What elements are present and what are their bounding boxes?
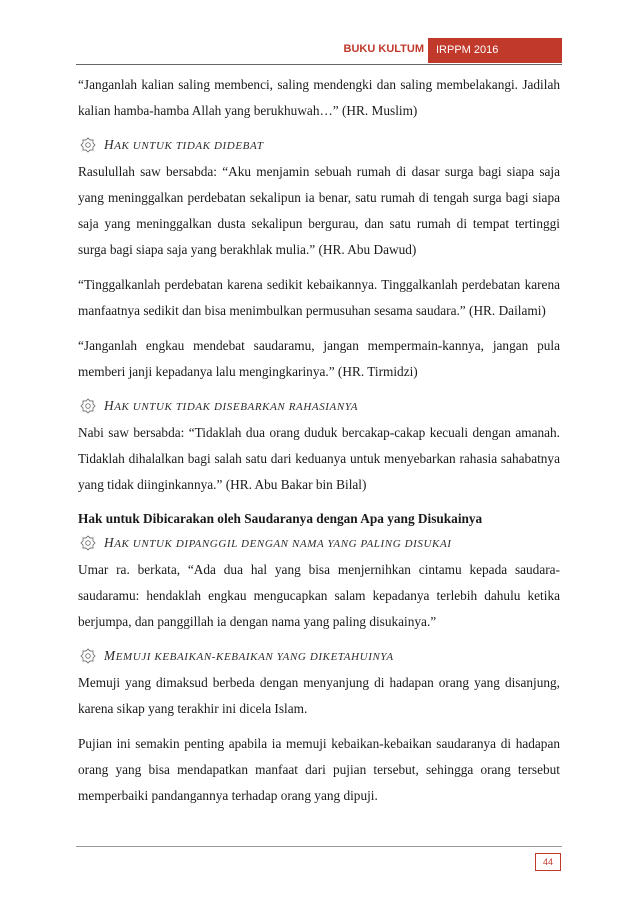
subheading bbox=[78, 133, 560, 157]
subheading bbox=[78, 394, 560, 418]
gear-bullet-icon bbox=[80, 137, 96, 153]
gear-bullet-icon bbox=[80, 535, 96, 551]
paragraph: Pujian ini semakin penting apabila ia memuji kebaikan-kebaikan saudaranya di hadapan orang yang bisa mendapatkan manfaat dari pujian tersebut, sehingga orang tersebut memperbaiki pandangannya terhadap orang yang dipuji. bbox=[78, 736, 560, 803]
subheading bbox=[78, 644, 560, 668]
header-title: BUKU KULTUM bbox=[343, 43, 424, 55]
subheading bbox=[78, 531, 560, 555]
subheading-label: MEMUJI KEBAIKAN-KEBAIKAN YANG DIKETAHUINYA bbox=[104, 647, 394, 663]
subheading-label: HAK UNTUK TIDAK DIDEBAT bbox=[104, 136, 264, 152]
page-header bbox=[76, 40, 562, 65]
gear-bullet-icon bbox=[80, 648, 96, 664]
paragraph: “Tinggalkanlah perdebatan karena sedikit kebaikannya. Tinggalkanlah perdebatan karena manfaatnya sedikit dan bisa menimbulkan permusuhan sesama saudara.” (HR. Dailami) bbox=[78, 277, 560, 318]
paragraph: Rasulullah saw bersabda: “Aku menjamin sebuah rumah di dasar surga bagi siapa saja yang meninggalkan perdebatan sekalipun ia benar, satu rumah di tengah surga bagi siapa saja yang meninggalkan dusta sekalipun bergurau, dan satu rumah di tempat tertinggi surga bagi siapa saja yang berakhlak mulia.” (HR. Abu Dawud) bbox=[78, 164, 560, 257]
footer-divider bbox=[76, 846, 562, 847]
subheading-label: HAK UNTUK DIPANGGIL DENGAN NAMA YANG PALING DISUKAI bbox=[104, 534, 452, 550]
paragraph: Umar ra. berkata, “Ada dua hal yang bisa menjernihkan cintamu kepada saudara-saudaramu: hendaklah engkau mengucapkan salam kepadanya terlebih dahulu ketika berjumpa, dan panggillah ia dengan nama yang paling disukainya.” bbox=[78, 562, 560, 629]
page-content bbox=[78, 72, 560, 818]
paragraph: Memuji yang dimaksud berbeda dengan menyanjung di hadapan orang yang disanjung, karena sikap yang terakhir ini dicela Islam. bbox=[78, 675, 560, 716]
section-heading: Hak untuk Dibicarakan oleh Saudaranya dengan Apa yang Disukainya bbox=[78, 511, 483, 526]
gear-bullet-icon bbox=[80, 398, 96, 414]
page-number: 44 bbox=[535, 853, 561, 871]
header-tag: IRPPM 2016 bbox=[428, 38, 562, 63]
paragraph: Nabi saw bersabda: “Tidaklah dua orang duduk bercakap-cakap kecuali dengan amanah. Tidaklah dihalalkan bagi salah satu dari keduanya untuk menyebarkan rahasia sahabatnya yang tidak diinginkannya.” (HR. Abu Bakar bin Bilal) bbox=[78, 425, 560, 492]
paragraph: “Janganlah kalian saling membenci, saling mendengki dan saling membelakangi. Jadilah kalian hamba-hamba Allah yang berukhuwah…” (HR. Muslim) bbox=[78, 77, 560, 118]
subheading-label: HAK UNTUK TIDAK DISEBARKAN RAHASIANYA bbox=[104, 397, 359, 413]
paragraph: “Janganlah engkau mendebat saudaramu, jangan mempermain-kannya, jangan pula memberi janji kepadanya lalu mengingkarinya.” (HR. Tirmidzi) bbox=[78, 338, 560, 379]
